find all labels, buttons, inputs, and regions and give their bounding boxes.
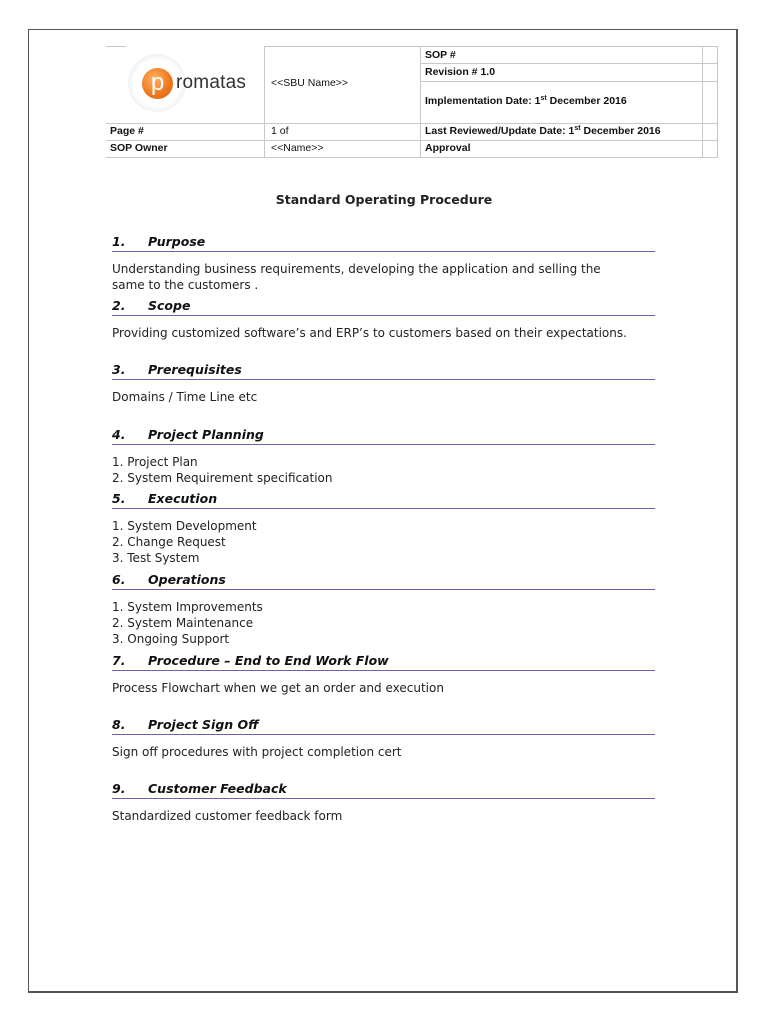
page-value: 1 of	[271, 125, 289, 137]
sbu-name: <<SBU Name>>	[271, 77, 349, 89]
approval: Approval	[425, 142, 471, 154]
section-body: Process Flowchart when we get an order and execution	[112, 681, 444, 695]
section-body: 1. System Improvements 2. System Maintenance 3. Ongoing Support	[112, 600, 263, 646]
section-operations	[112, 572, 655, 647]
section-body: Domains / Time Line etc	[112, 390, 258, 404]
promatas-logo: p romatas	[120, 52, 260, 114]
section-body: Understanding business requirements, developing the application and selling the same to the customers .	[112, 262, 601, 292]
section-body: Sign off procedures with project completion cert	[112, 745, 402, 759]
revision: Revision # 1.0	[425, 66, 496, 78]
section-heading: 6. Operations	[112, 572, 655, 590]
page-label: Page #	[110, 125, 144, 137]
section-heading: 5. Execution	[112, 491, 655, 509]
section-body: Providing customized software’s and ERP’s to customers based on their expectations.	[112, 326, 627, 340]
section-heading: 1. Purpose	[112, 234, 655, 252]
section-scope	[112, 298, 655, 341]
section-body: Standardized customer feedback form	[112, 809, 343, 823]
last-reviewed-date: Last Reviewed/Update Date: 1st December 2016	[425, 125, 661, 137]
section-heading: 8. Project Sign Off	[112, 717, 655, 735]
section-body: 1. System Development 2. Change Request 3. Test System	[112, 519, 257, 565]
section-purpose	[112, 234, 655, 293]
section-heading: 9. Customer Feedback	[112, 781, 655, 799]
section-heading: 2. Scope	[112, 298, 655, 316]
section-customer-feedback	[112, 781, 655, 824]
section-body: 1. Project Plan 2. System Requirement specification	[112, 455, 333, 485]
section-prerequisites	[112, 362, 655, 405]
section-heading: 7. Procedure – End to End Work Flow	[112, 653, 655, 671]
sop-number: SOP #	[425, 49, 456, 61]
section-project-sign-off	[112, 717, 655, 760]
sop-owner-label: SOP Owner	[110, 142, 168, 154]
section-execution	[112, 491, 655, 566]
section-heading: 4. Project Planning	[112, 427, 655, 445]
sop-owner-value: <<Name>>	[271, 142, 324, 154]
section-project-planning	[112, 427, 655, 486]
section-heading: 3. Prerequisites	[112, 362, 655, 380]
document-title: Standard Operating Procedure	[275, 192, 493, 207]
section-procedure	[112, 653, 655, 696]
implementation-date: Implementation Date: 1st December 2016	[425, 95, 627, 107]
